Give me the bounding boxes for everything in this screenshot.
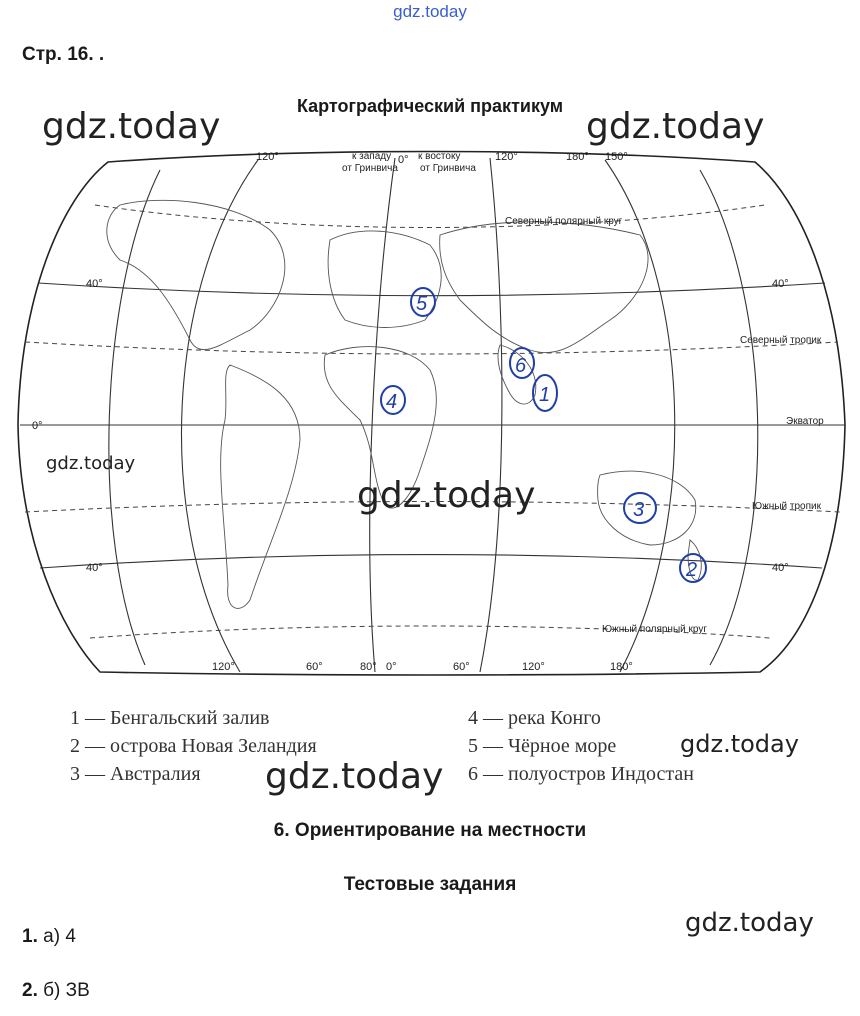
answer-1-number: 1. xyxy=(22,926,38,947)
label-bot-120w: 120° xyxy=(212,661,235,673)
watermark-bottom-right: gdz.today xyxy=(685,908,814,938)
answer-1 xyxy=(22,926,76,948)
label-right-40s: 40° xyxy=(772,562,789,574)
watermark-legend-center: gdz.today xyxy=(265,756,444,797)
label-left-40s: 40° xyxy=(86,562,103,574)
answer-2 xyxy=(22,980,90,1002)
meridians xyxy=(109,158,758,672)
map-outline xyxy=(18,152,845,676)
watermark-map-top-right: gdz.today xyxy=(586,106,765,147)
label-top-120w: 120° xyxy=(256,151,279,163)
label-arctic-circle: Северный полярный круг xyxy=(505,216,623,227)
legend-item-2: 2 — острова Новая Зеландия xyxy=(70,735,317,757)
marker-3: 3 xyxy=(633,499,645,521)
dashed-parallels xyxy=(25,205,840,638)
label-bot-120e: 120° xyxy=(522,661,545,673)
label-bot-180: 180° xyxy=(610,661,633,673)
label-greenwich-w: от Гринвича xyxy=(342,163,398,174)
legend-item-3: 3 — Австралия xyxy=(70,763,201,785)
label-top-180: 180° xyxy=(566,151,589,163)
label-greenwich-e: от Гринвича xyxy=(420,163,476,174)
label-bot-80: 80° xyxy=(360,661,377,673)
marker-6: 6 xyxy=(515,355,527,377)
watermark-map-left: gdz.today xyxy=(46,453,136,474)
label-bot-60e: 60° xyxy=(453,661,470,673)
label-zero-top: 0° xyxy=(398,154,409,166)
watermark-map-center: gdz.today xyxy=(357,475,536,516)
label-equator: Экватор xyxy=(786,416,824,427)
marker-2: 2 xyxy=(686,559,698,581)
label-east-of: к востоку xyxy=(418,151,461,162)
label-bot-0: 0° xyxy=(386,661,397,673)
parallels xyxy=(20,283,845,568)
label-antarctic-circle: Южный полярный круг xyxy=(602,624,707,635)
legend-item-5: 5 — Чёрное море xyxy=(468,735,617,757)
marker-4: 4 xyxy=(386,391,398,413)
answer-2-text: б) ЗВ xyxy=(43,980,90,1001)
label-top-120e: 120° xyxy=(495,151,518,163)
answer-2-number: 2. xyxy=(22,980,38,1001)
legend-item-6: 6 — полуостров Индостан xyxy=(468,763,694,785)
legend-right xyxy=(468,704,694,788)
marker-1: 1 xyxy=(539,384,551,406)
subsection-title: Тестовые задания xyxy=(343,874,517,895)
label-left-40n: 40° xyxy=(86,278,103,290)
label-west-of: к западу xyxy=(352,151,392,162)
label-bot-60w: 60° xyxy=(306,661,323,673)
top-watermark: gdz.today xyxy=(393,2,467,21)
answer-1-text: а) 4 xyxy=(43,926,76,947)
page-label: Стр. 16. . xyxy=(22,44,105,65)
label-tropic-capricorn: Южный тропик xyxy=(752,501,821,512)
section-title: 6. Ориентирование на местности xyxy=(273,820,587,841)
marker-5: 5 xyxy=(416,293,428,315)
watermark-map-top-left: gdz.today xyxy=(42,106,221,147)
watermark-legend-right: gdz.today xyxy=(680,730,799,758)
label-left-0: 0° xyxy=(32,420,43,432)
label-tropic-cancer: Северный тропик xyxy=(740,335,822,346)
legend-item-1: 1 — Бенгальский залив xyxy=(70,707,270,729)
map-title: Картографический практикум xyxy=(296,96,564,116)
legend-item-4: 4 — река Конго xyxy=(468,707,601,729)
label-top-150: 150° xyxy=(605,151,628,163)
label-right-40n: 40° xyxy=(772,278,789,290)
